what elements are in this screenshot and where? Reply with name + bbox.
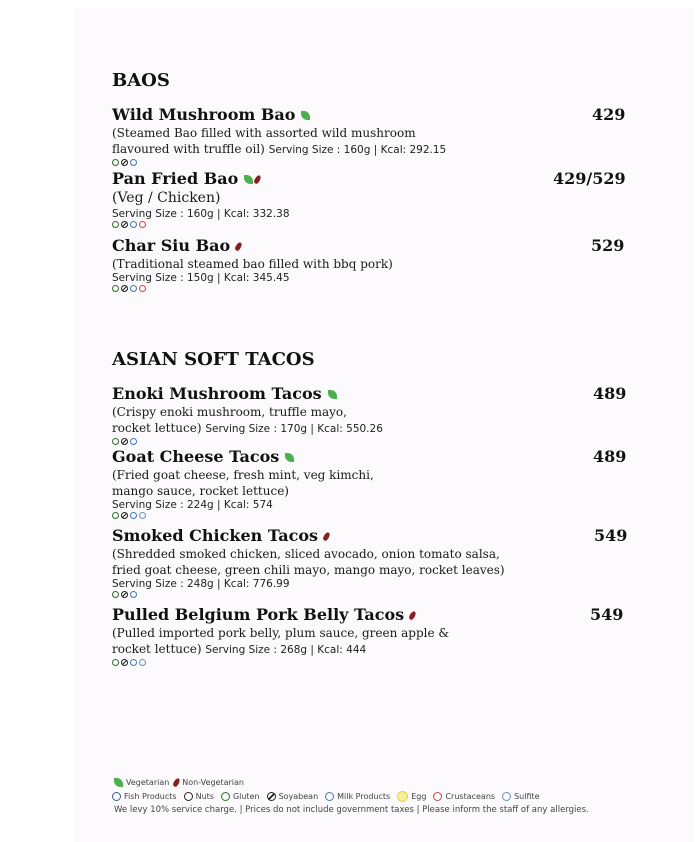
soybean-icon: [121, 285, 128, 292]
serving-info: Serving Size : 150g | Kcal: 345.45: [112, 272, 290, 284]
allergen-icons: [112, 221, 632, 230]
item-price: 549: [590, 605, 624, 624]
item-description: (Veg / Chicken): [112, 190, 221, 206]
fish-icon: [112, 792, 121, 801]
serving-info: Serving Size : 170g | Kcal: 550.26: [205, 423, 383, 435]
sulfite-icon: [139, 512, 146, 519]
menu-item-wild-mushroom-bao: [112, 105, 632, 168]
soybean-icon: [121, 512, 128, 519]
serving-info: Serving Size : 224g | Kcal: 574: [112, 499, 273, 511]
milk-icon: [130, 659, 137, 666]
item-description: (Shredded smoked chicken, sliced avocado, onion tomato salsa, fried goat cheese, green chili mayo, mango mayo, rocket leaves): [112, 547, 505, 577]
item-price: 549: [594, 526, 628, 545]
menu-item-pan-fried-bao: [112, 169, 632, 230]
milk-icon: [130, 512, 137, 519]
menu-item-goat-cheese-tacos: [112, 447, 632, 521]
milk-icon: [130, 438, 137, 445]
nuts-icon: [184, 792, 193, 801]
menu-item-pulled-belgium-pork-belly-tacos: [112, 605, 632, 668]
gluten-icon: [112, 659, 119, 666]
menu-item-char-siu-bao: [112, 236, 632, 294]
allergen-legend: [112, 791, 540, 802]
milk-icon: [130, 285, 137, 292]
gluten-icon: [112, 159, 119, 166]
vegetarian-icon: [114, 778, 123, 787]
gluten-icon: [112, 438, 119, 445]
item-price: 429: [592, 105, 626, 124]
legend-milk: Milk Products: [337, 792, 391, 801]
menu-item-smoked-chicken-tacos: [112, 526, 632, 600]
item-description: (Steamed Bao filled with assorted wild mushroom flavoured with truffle oil) Serving Size : 160g | Kcal: 292.15: [112, 126, 447, 156]
item-description: (Pulled imported pork belly, plum sauce, green apple & rocket lettuce) Serving Size : 268g | Kcal: 444: [112, 626, 450, 656]
legend-crustaceans: Crustaceans: [445, 792, 496, 801]
crustaceans-icon: [139, 285, 146, 292]
item-name: Wild Mushroom Bao: [112, 105, 296, 124]
vegetarian-icon: [244, 175, 253, 184]
soybean-icon: [121, 159, 128, 166]
service-note: We levy 10% service charge. | Prices do not include government taxes | Please inform the staff of any allergies.: [114, 805, 589, 815]
item-description: (Crispy enoki mushroom, truffle mayo, rocket lettuce) Serving Size : 170g | Kcal: 550.26: [112, 405, 383, 435]
menu-item-enoki-mushroom-tacos: [112, 384, 632, 447]
vegetarian-icon: [328, 390, 337, 399]
gluten-icon: [112, 285, 119, 292]
allergen-icons: [112, 512, 632, 521]
legend-egg: Egg: [411, 792, 427, 801]
gluten-icon: [221, 792, 230, 801]
item-description: (Fried goat cheese, fresh mint, veg kimchi, mango sauce, rocket lettuce): [112, 468, 374, 498]
item-price: 489: [593, 384, 627, 403]
vegetarian-icon: [301, 111, 310, 120]
serving-info: Serving Size : 268g | Kcal: 444: [205, 644, 367, 656]
allergen-icons: [112, 591, 632, 600]
gluten-icon: [112, 221, 119, 228]
allergen-icons: [112, 159, 632, 168]
item-price: 429/529: [553, 169, 626, 188]
serving-info: Serving Size : 160g | Kcal: 292.15: [268, 144, 447, 156]
item-name: Goat Cheese Tacos: [112, 447, 280, 466]
allergen-icons: [112, 438, 632, 447]
non-vegetarian-icon: [253, 174, 262, 184]
egg-icon: [397, 791, 408, 802]
non-vegetarian-icon: [234, 241, 243, 251]
legend-soybean: Soyabean: [278, 792, 319, 801]
soybean-icon: [121, 438, 128, 445]
item-name: Pan Fried Bao: [112, 169, 239, 188]
legend-nuts: Nuts: [195, 792, 214, 801]
sulfite-icon: [502, 792, 511, 801]
soybean-icon: [121, 221, 128, 228]
milk-icon: [325, 792, 334, 801]
item-name: Enoki Mushroom Tacos: [112, 384, 322, 403]
section-title-baos: BAOS: [112, 70, 170, 91]
soybean-icon: [267, 792, 276, 801]
legend-sulfite: Sulfite: [514, 792, 540, 801]
item-price: 529: [591, 236, 625, 255]
non-vegetarian-icon: [408, 610, 417, 620]
gluten-icon: [112, 591, 119, 598]
serving-info: Serving Size : 160g | Kcal: 332.38: [112, 208, 290, 220]
soybean-icon: [121, 591, 128, 598]
non-vegetarian-icon: [322, 531, 331, 541]
allergen-icons: [112, 659, 632, 668]
diet-legend: [114, 778, 244, 787]
milk-icon: [130, 159, 137, 166]
item-description: (Traditional steamed bao filled with bbq pork): [112, 257, 393, 271]
crustaceans-icon: [433, 792, 442, 801]
legend-gluten: Gluten: [232, 792, 260, 801]
allergen-icons: [112, 285, 632, 294]
sulfite-icon: [139, 659, 146, 666]
milk-icon: [130, 221, 137, 228]
serving-info: Serving Size : 248g | Kcal: 776.99: [112, 578, 290, 590]
legend-non-vegetarian: Non-Vegetarian: [182, 778, 244, 787]
soybean-icon: [121, 659, 128, 666]
vegetarian-icon: [285, 453, 294, 462]
item-name: Pulled Belgium Pork Belly Tacos: [112, 605, 405, 624]
milk-icon: [130, 591, 137, 598]
item-name: Char Siu Bao: [112, 236, 231, 255]
item-name: Smoked Chicken Tacos: [112, 526, 318, 545]
legend-vegetarian: Vegetarian: [126, 778, 170, 787]
gluten-icon: [112, 512, 119, 519]
legend-fish: Fish Products: [124, 792, 177, 801]
section-title-asian-soft-tacos: ASIAN SOFT TACOS: [112, 349, 315, 370]
non-vegetarian-icon: [172, 777, 181, 787]
item-price: 489: [593, 447, 627, 466]
crustaceans-icon: [139, 221, 146, 228]
